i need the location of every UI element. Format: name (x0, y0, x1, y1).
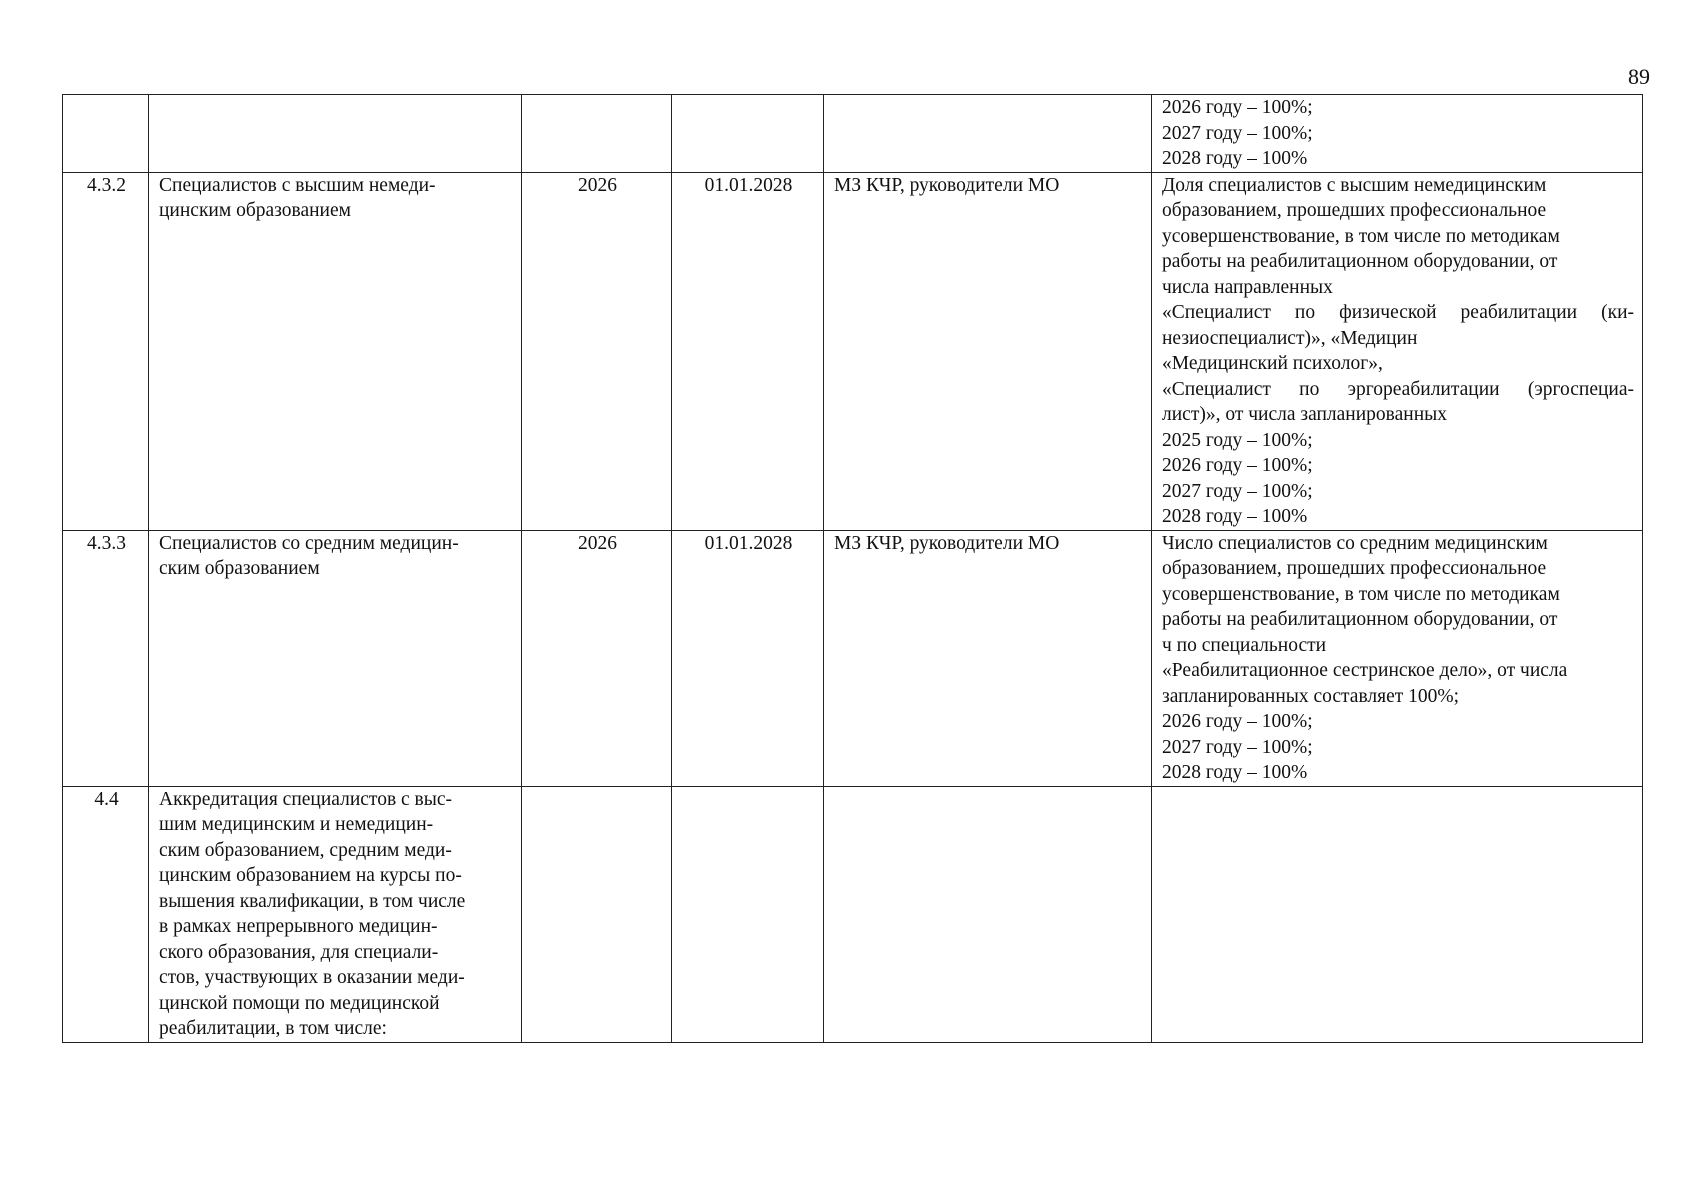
title-line: ского образования, для специали- (159, 941, 439, 963)
indicator-line: незиоспециалист)», «Медицин (1162, 327, 1418, 349)
measure-title-cell (149, 786, 522, 1042)
title-line: стов, участвующих в оказании меди- (159, 967, 465, 988)
row-number-cell: 4.3.2 (63, 172, 149, 530)
indicator-line: образованием, прошедших профессиональное (1162, 558, 1547, 579)
indicator-cell (1152, 95, 1643, 173)
indicator-line: работы на реабилитационном оборудовании, от (1162, 251, 1558, 272)
indicator-line: 2026 году – 100%; (1162, 97, 1313, 118)
indicator-line: образованием, прошедших профессиональное (1162, 200, 1547, 221)
table-row (63, 172, 1643, 530)
measure-title-cell (149, 172, 522, 530)
page-number: 89 (1628, 64, 1650, 89)
indicator-line: «Реабилитационное сестринское дело», от числа (1162, 660, 1568, 681)
title-line: Аккредитация специалистов с выс- (159, 788, 453, 810)
indicator-line: «Медицинский психолог», (1162, 353, 1383, 374)
title-line: ским образованием, средним меди- (159, 839, 452, 861)
title-line: вышения квалификации, в том числе (159, 890, 466, 912)
indicator-line: усовершенствование, в том числе по методикам (1162, 583, 1560, 605)
row-number-cell: 4.3.3 (63, 530, 149, 786)
indicator-line: 2026 году – 100%; (1162, 455, 1313, 476)
measures-table (62, 94, 1643, 1043)
deadline-cell: 01.01.2028 (672, 172, 824, 530)
indicator-line: 2027 году – 100%; (1162, 736, 1313, 758)
measure-title-cell (149, 530, 522, 786)
start-year-cell: 2026 (522, 530, 672, 786)
title-line: шим медицинским и немедицин- (159, 814, 434, 835)
deadline-cell: 01.01.2028 (672, 530, 824, 786)
indicator-line: 2027 году – 100%; (1162, 480, 1313, 502)
responsible-text: МЗ КЧР, руководители МО (834, 532, 1060, 554)
indicator-line: запланированных составляет 100%; (1162, 685, 1460, 707)
responsible-cell (824, 95, 1152, 173)
title-line: цинской помощи по медицинской (159, 992, 440, 1014)
table-row (63, 530, 1643, 786)
row-number-cell: 4.4 (63, 786, 149, 1042)
responsible-cell (824, 172, 1152, 530)
indicator-line: 2028 году – 100% (1162, 148, 1308, 169)
title-line: Специалистов с высшим немеди- (159, 174, 436, 196)
start-year-cell: 2026 (522, 172, 672, 530)
start-year-cell (522, 786, 672, 1042)
indicator-line: 2027 году – 100%; (1162, 122, 1313, 144)
indicator-line: лист)», от числа запланированных (1162, 404, 1448, 425)
table-row (63, 95, 1643, 173)
indicator-line: работы на реабилитационном оборудовании, от (1162, 609, 1558, 630)
indicator-line: «Специалист по эргореабилитации (эргоспециа- (1162, 378, 1634, 400)
row-number-cell (63, 95, 149, 173)
responsible-cell (824, 530, 1152, 786)
indicator-line: ч по специальности (1162, 634, 1327, 656)
indicator-line: Доля специалистов с высшим немедицинским (1162, 174, 1547, 196)
responsible-text: МЗ КЧР, руководители МО (834, 174, 1060, 196)
indicator-cell (1152, 530, 1643, 786)
title-line: реабилитации, в том числе: (159, 1018, 387, 1039)
responsible-cell (824, 786, 1152, 1042)
title-line: Специалистов со средним медицин- (159, 532, 459, 554)
title-line: в рамках непрерывного медицин- (159, 916, 438, 937)
indicator-line: 2028 году – 100% (1162, 762, 1308, 783)
indicator-line: 2026 году – 100%; (1162, 711, 1313, 732)
indicator-line: усовершенствование, в том числе по методикам (1162, 225, 1560, 247)
deadline-cell (672, 95, 824, 173)
indicator-line: Число специалистов со средним медицинским (1162, 532, 1548, 554)
title-line: ским образованием (159, 558, 320, 579)
indicator-line: числа направленных (1162, 276, 1333, 298)
title-line: цинским образованием (159, 200, 351, 221)
indicator-line: 2025 году – 100%; (1162, 429, 1313, 451)
deadline-cell (672, 786, 824, 1042)
title-line: цинским образованием на курсы по- (159, 865, 462, 886)
indicator-cell (1152, 786, 1643, 1042)
indicator-line: «Специалист по физической реабилитации (ки- (1162, 302, 1634, 323)
indicator-cell (1152, 172, 1643, 530)
start-year-cell (522, 95, 672, 173)
indicator-line: 2028 году – 100% (1162, 506, 1308, 527)
measure-title-cell (149, 95, 522, 173)
table-row (63, 786, 1643, 1042)
